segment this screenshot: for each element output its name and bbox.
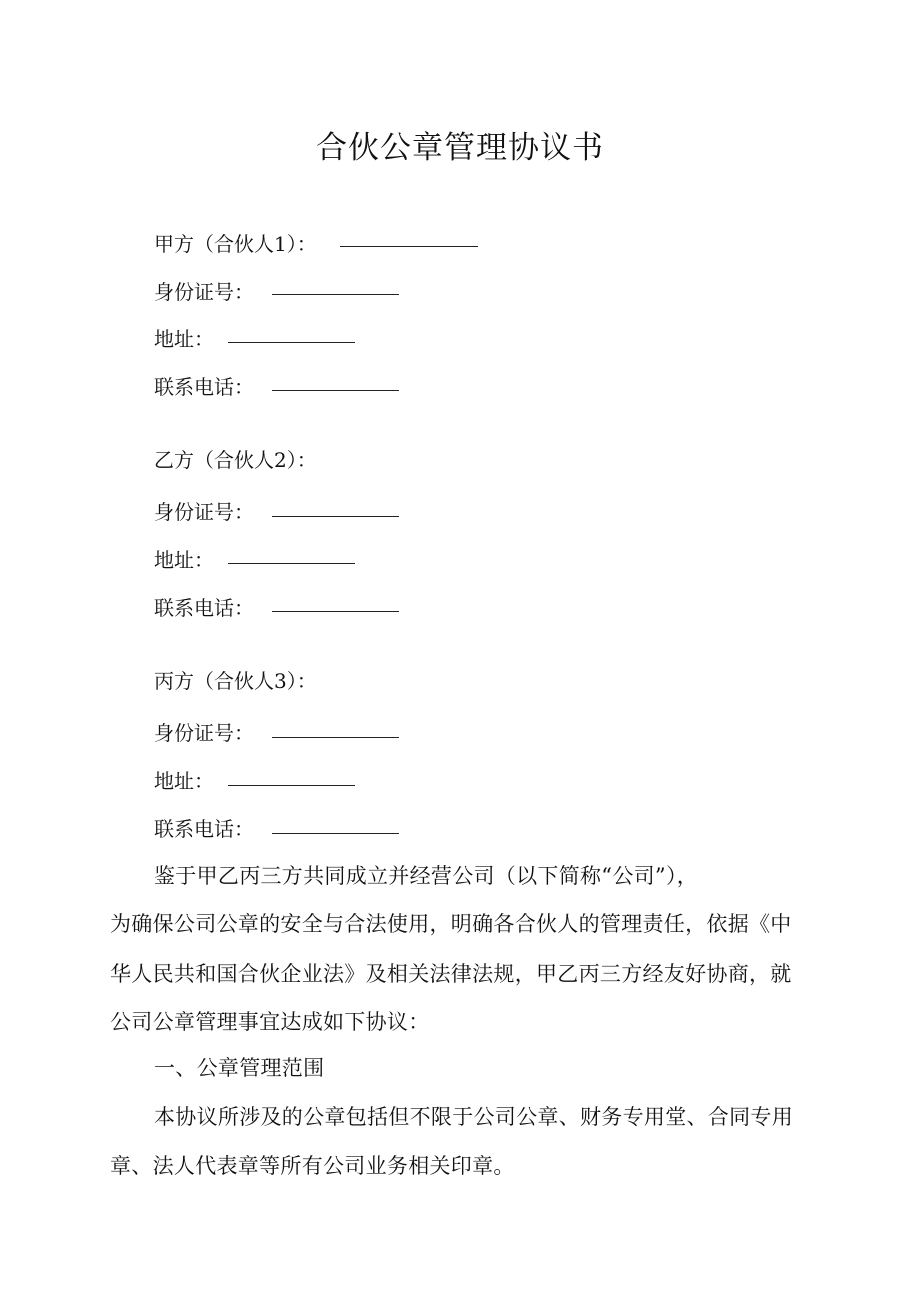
party-c-address-label: 地址： [154,769,214,793]
preamble-line-2: 为确保公司公章的安全与合法使用，明确各合伙人的管理责任，依据《中 [110,912,792,936]
party-b-id-blank[interactable] [272,516,399,517]
preamble-line-4: 公司公章管理事宜达成如下协议： [110,1010,430,1034]
section-1-line-1: 本协议所涉及的公章包括但不限于公司公章、财务专用堂、合同专用 [154,1105,793,1129]
party-b-phone-blank[interactable] [272,611,399,612]
party-a-heading: 甲方（合伙人1）： [154,232,317,256]
document-title: 合伙公章管理协议书 [316,130,604,166]
party-c-phone-blank[interactable] [272,833,399,834]
section-1-line-2: 章、法人代表章等所有公司业务相关印章。 [110,1154,515,1178]
party-a-address-label: 地址： [154,327,214,351]
party-c-phone-label: 联系电话： [154,817,254,841]
party-b-heading: 乙方（合伙人2）： [154,448,317,472]
party-c-address-blank[interactable] [228,785,355,786]
section-1-heading: 一、公章管理范围 [154,1056,325,1080]
party-c-id-label: 身份证号： [154,721,254,745]
preamble-line-1: 鉴于甲乙丙三方共同成立并经营公司（以下简称“公司”）， [154,864,699,888]
party-b-address-label: 地址： [154,548,214,572]
party-a-id-blank[interactable] [272,294,399,295]
party-c-heading: 丙方（合伙人3）： [154,669,317,693]
party-a-phone-label: 联系电话： [154,375,254,399]
preamble-line-3: 华人民共和国合伙企业法》及相关法律法规，甲乙丙三方经友好协商，就 [110,962,792,986]
party-b-phone-label: 联系电话： [154,596,254,620]
party-b-address-blank[interactable] [228,563,355,564]
party-a-phone-blank[interactable] [272,390,399,391]
party-a-id-label: 身份证号： [154,280,254,304]
party-a-name-blank[interactable] [340,246,478,247]
party-a-address-blank[interactable] [228,342,355,343]
party-c-id-blank[interactable] [272,737,399,738]
party-b-id-label: 身份证号： [154,500,254,524]
